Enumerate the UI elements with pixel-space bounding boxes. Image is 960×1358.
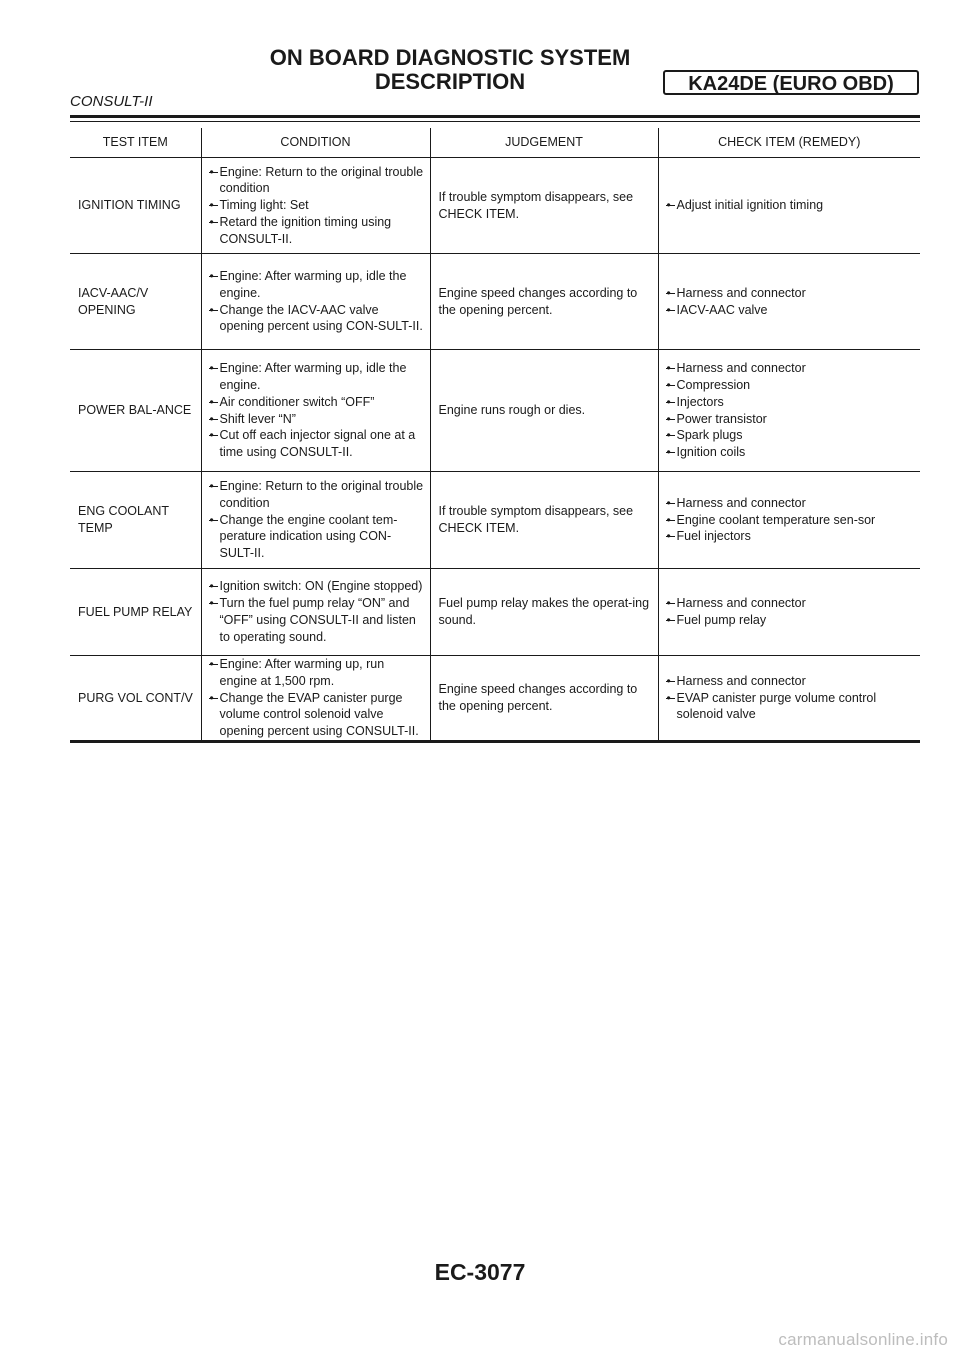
condition-text: Engine: After warming up, run engine at 1,500 rpm. (219, 657, 385, 688)
test-item-cell: IGNITION TIMING (70, 158, 201, 254)
bullet-mark-icon (666, 698, 675, 699)
bullet-mark-icon (666, 402, 675, 403)
check-item-text: Harness and connector (676, 596, 806, 611)
check-item-bullet (667, 197, 915, 214)
judgement-cell: Engine speed changes according to the opening percent. (430, 656, 658, 742)
check-item-list (667, 595, 915, 629)
condition-bullet (210, 302, 424, 336)
check-item-cell (658, 656, 920, 742)
condition-bullet (210, 690, 424, 740)
condition-bullet (210, 595, 424, 645)
bullet-mark-icon (209, 276, 218, 277)
condition-bullet (210, 512, 424, 562)
condition-cell (201, 350, 430, 472)
check-item-text: Fuel pump relay (676, 613, 767, 627)
table-row (70, 569, 920, 656)
check-item-bullet (667, 444, 915, 461)
bullet-mark-icon (209, 205, 218, 206)
condition-bullet (210, 578, 424, 595)
bullet-mark-icon (666, 503, 675, 504)
check-item-cell (658, 350, 920, 472)
condition-text: Engine: Return to the original trouble condition (219, 164, 424, 196)
condition-cell (201, 158, 430, 254)
check-item-list (667, 197, 915, 214)
bullet-mark-icon (666, 368, 675, 369)
condition-text: Change the engine coolant tem-perature indication using CON-SULT-II. (219, 512, 398, 561)
check-item-bullet (667, 360, 915, 377)
test-item-cell: ENG COOLANT TEMP (70, 472, 201, 569)
condition-bullet (210, 197, 424, 214)
bullet-mark-icon (209, 586, 218, 587)
check-item-text: Harness and connector (676, 673, 806, 688)
condition-list (210, 478, 424, 562)
check-item-text: Ignition coils (676, 445, 746, 460)
condition-list (210, 164, 424, 248)
table-row (70, 350, 920, 472)
bullet-mark-icon (666, 452, 675, 453)
condition-text: Turn the fuel pump relay “ON” and “OFF” using CONSULT-II and listen to operating sound. (219, 596, 416, 644)
bullet-mark-icon (666, 310, 675, 311)
bullet-mark-icon (666, 603, 675, 604)
check-item-text: Engine coolant temperature sen-sor (676, 512, 876, 527)
condition-text: Engine: After warming up, idle the engine. (219, 361, 407, 392)
condition-list (210, 656, 424, 740)
check-item-text: Fuel injectors (676, 529, 751, 544)
check-item-bullet (667, 394, 915, 411)
judgement-cell: If trouble symptom disappears, see CHECK ITEM. (430, 472, 658, 569)
bullet-mark-icon (209, 520, 218, 521)
judgement-cell: Fuel pump relay makes the operat-ing sound. (430, 569, 658, 656)
test-item-cell: FUEL PUMP RELAY (70, 569, 201, 656)
header-rule-thick (70, 115, 920, 118)
bullet-mark-icon (209, 486, 218, 487)
condition-list (210, 268, 424, 335)
check-item-bullet (667, 595, 915, 612)
condition-text: Air conditioner switch “OFF” (219, 394, 375, 409)
check-item-text: Spark plugs (676, 428, 743, 443)
bullet-mark-icon (209, 310, 218, 311)
page-title-line1: ON BOARD DIAGNOSTIC SYSTEM (269, 45, 631, 70)
watermark: carmanualsonline.info (778, 1330, 948, 1349)
bullet-mark-icon (209, 368, 218, 369)
table-row (70, 472, 920, 569)
bullet-mark-icon (666, 205, 675, 206)
table-header-row (70, 128, 920, 158)
condition-text: Engine: After warming up, idle the engine. (219, 268, 407, 300)
condition-bullet (210, 164, 424, 198)
check-item-list (667, 673, 915, 723)
page-number: EC-3077 (434, 1259, 526, 1285)
bullet-mark-icon (209, 402, 218, 403)
condition-bullet (210, 394, 424, 411)
check-item-bullet (667, 690, 915, 724)
check-item-text: EVAP canister purge volume control solenoid valve (676, 690, 877, 722)
condition-list (210, 360, 424, 461)
check-item-text: Adjust initial ignition timing (676, 198, 824, 213)
bullet-mark-icon (209, 172, 218, 173)
bullet-mark-icon (666, 620, 675, 621)
condition-text: Change the EVAP canister purge volume control solenoid valve opening percent using CONSULT-II. (219, 690, 419, 739)
bullet-mark-icon (666, 681, 675, 682)
condition-bullet (210, 427, 424, 461)
check-item-text: Harness and connector (676, 285, 806, 300)
check-item-bullet (667, 495, 915, 512)
header-condition: CONDITION (201, 128, 430, 158)
check-item-bullet (667, 612, 915, 629)
condition-bullet (210, 214, 424, 248)
condition-text: Cut off each injector signal one at a time using CONSULT-II. (219, 428, 416, 460)
condition-list (210, 578, 424, 645)
check-item-cell (658, 254, 920, 350)
check-item-bullet (667, 285, 915, 302)
check-item-bullet (667, 673, 915, 690)
check-item-bullet (667, 427, 915, 444)
subsection-label: CONSULT-II (70, 93, 153, 110)
engine-badge: KA24DE (EURO OBD) (663, 70, 919, 95)
check-item-cell (658, 158, 920, 254)
check-item-text: Power transistor (676, 411, 767, 426)
condition-text: Timing light: Set (219, 198, 309, 213)
check-item-list (667, 360, 915, 461)
check-item-text: Harness and connector (676, 495, 806, 510)
check-item-cell (658, 569, 920, 656)
condition-text: Ignition switch: ON (Engine stopped) (219, 579, 423, 594)
condition-bullet (210, 411, 424, 428)
bullet-mark-icon (666, 385, 675, 386)
test-item-cell: POWER BAL-ANCE (70, 350, 201, 472)
condition-cell (201, 656, 430, 742)
check-item-text: Injectors (676, 394, 724, 409)
header-test-item: TEST ITEM (70, 128, 201, 158)
condition-cell (201, 254, 430, 350)
check-item-bullet (667, 512, 915, 529)
check-item-text: Harness and connector (676, 361, 806, 376)
judgement-cell: If trouble symptom disappears, see CHECK ITEM. (430, 158, 658, 254)
condition-cell (201, 569, 430, 656)
judgement-cell: Engine runs rough or dies. (430, 350, 658, 472)
test-item-cell: IACV-AAC/V OPENING (70, 254, 201, 350)
condition-bullet (210, 268, 424, 302)
check-item-text: Compression (676, 377, 751, 392)
condition-text: Change the IACV-AAC valve opening percent using CON-SULT-II. (219, 302, 423, 334)
table-row (70, 158, 920, 254)
header-judgement: JUDGEMENT (430, 128, 658, 158)
table-row (70, 254, 920, 350)
check-item-cell (658, 472, 920, 569)
bullet-mark-icon (666, 520, 675, 521)
condition-bullet (210, 360, 424, 394)
check-item-list (667, 495, 915, 545)
bullet-mark-icon (209, 222, 218, 223)
check-item-bullet (667, 411, 915, 428)
check-item-text: IACV-AAC valve (676, 302, 768, 317)
bullet-mark-icon (666, 435, 675, 436)
bullet-mark-icon (666, 293, 675, 294)
judgement-cell: Engine speed changes according to the opening percent. (430, 254, 658, 350)
table-row (70, 656, 920, 742)
header-check-item: CHECK ITEM (REMEDY) (658, 128, 920, 158)
check-item-bullet (667, 302, 915, 319)
bullet-mark-icon (666, 419, 675, 420)
test-item-cell: PURG VOL CONT/V (70, 656, 201, 742)
check-item-bullet (667, 377, 915, 394)
condition-text: Retard the ignition timing using CONSULT-II. (219, 214, 392, 246)
page-title-line2: DESCRIPTION (374, 69, 526, 94)
check-item-list (667, 285, 915, 319)
bullet-mark-icon (209, 435, 218, 436)
condition-bullet (210, 478, 424, 512)
test-item-table (70, 128, 920, 743)
condition-text: Engine: Return to the original trouble condition (219, 479, 424, 510)
bullet-mark-icon (209, 419, 218, 420)
bullet-mark-icon (209, 698, 218, 699)
bullet-mark-icon (666, 536, 675, 537)
bullet-mark-icon (209, 603, 218, 604)
header-rule-thin (70, 121, 920, 122)
condition-bullet (210, 656, 424, 690)
condition-text: Shift lever “N” (219, 411, 296, 426)
condition-cell (201, 472, 430, 569)
check-item-bullet (667, 528, 915, 545)
bullet-mark-icon (209, 664, 218, 665)
